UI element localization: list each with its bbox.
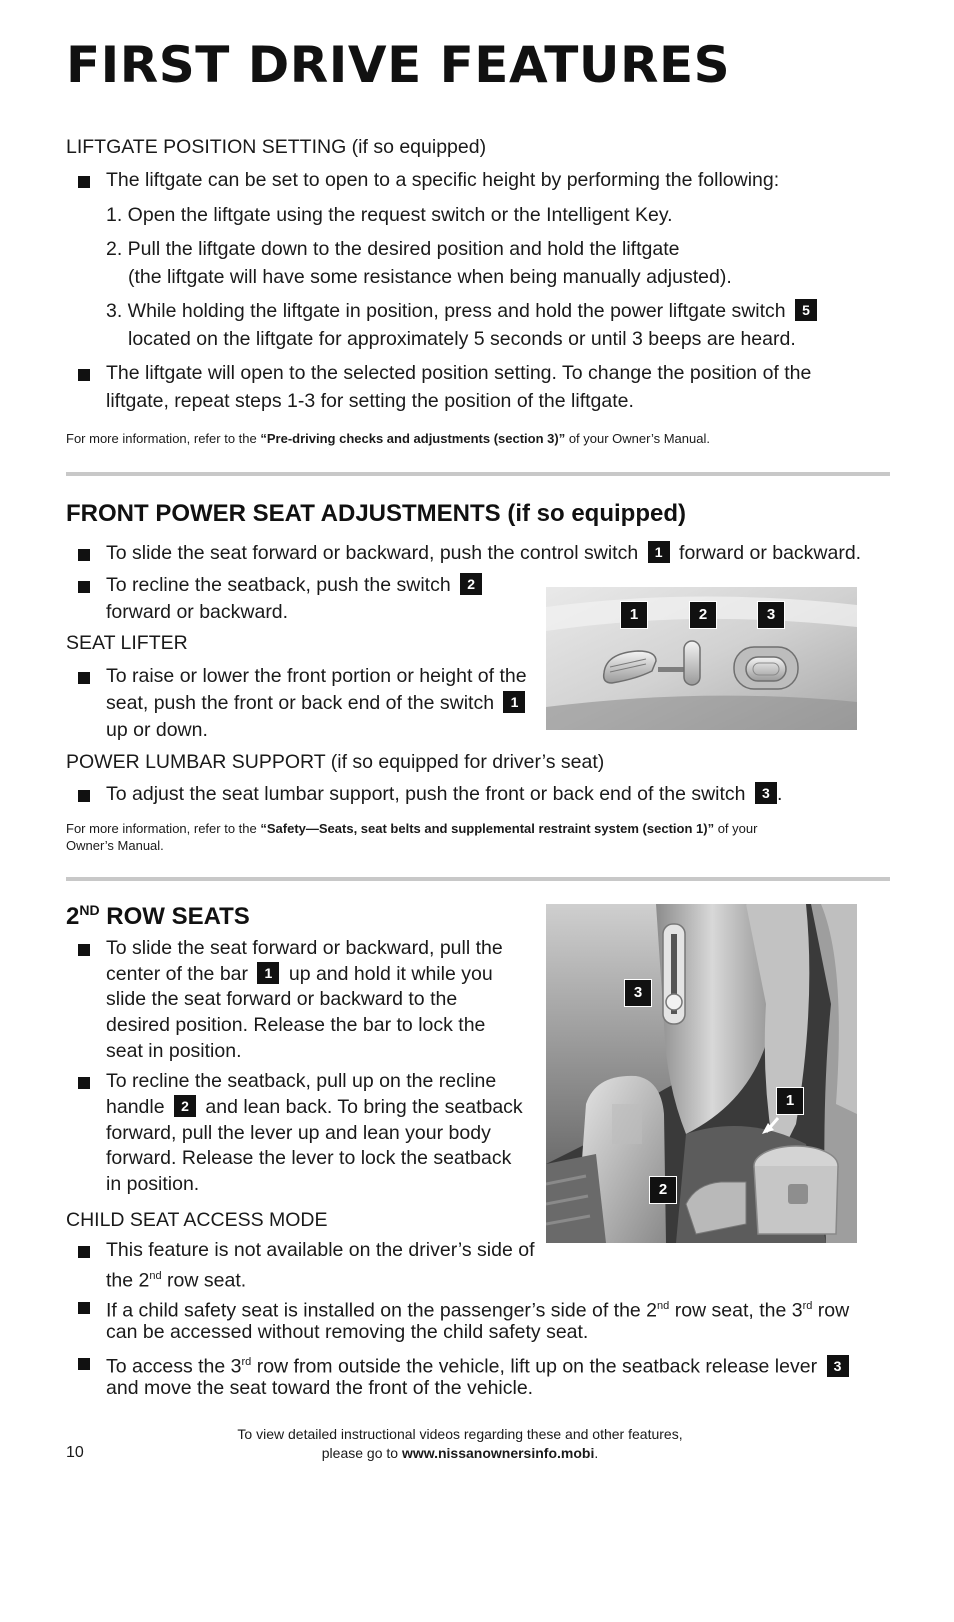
photo-callout-3: 3 — [757, 601, 785, 629]
second-row-bullet-1-l2: center of the bar 1 up and hold it while you — [106, 963, 493, 985]
second-row-bullet-2: To recline the seatback, pull up on the recline — [106, 1070, 497, 1092]
child-seat-bullet-2-l2: can be accessed without removing the child safety seat. — [106, 1321, 589, 1343]
second-row-bullet-1-l4: desired position. Release the bar to lock the — [106, 1014, 486, 1036]
section-divider — [66, 877, 890, 881]
bullet-icon — [78, 549, 90, 561]
page-title: FIRST DRIVE FEATURES — [66, 36, 731, 94]
callout-badge: 1 — [257, 962, 279, 984]
callout-badge: 5 — [795, 299, 817, 321]
second-row-bullet-2-l4: forward. Release the lever to lock the seatback — [106, 1147, 512, 1169]
liftgate-step-3-cont: located on the liftgate for approximately 5 seconds or until 3 beeps are heard. — [128, 328, 796, 350]
footer-link[interactable]: www.nissanownersinfo.mobi — [401, 1445, 595, 1461]
liftgate-bullet-2-cont: liftgate, repeat steps 1-3 for setting the position of the liftgate. — [106, 390, 634, 412]
liftgate-step-2: 2. Pull the liftgate down to the desired position and hold the liftgate — [106, 238, 680, 260]
front-seat-reference-cont: Owner’s Manual. — [66, 838, 164, 853]
callout-badge: 3 — [755, 782, 777, 804]
section-divider — [66, 472, 890, 476]
bullet-icon — [78, 369, 90, 381]
seat-lifter-bullet: To raise or lower the front portion or height of the — [106, 665, 527, 687]
photo-callout-2: 2 — [689, 601, 717, 629]
front-seat-heading: FRONT POWER SEAT ADJUSTMENTS (if so equipped) — [66, 500, 686, 527]
front-seat-bullet-2-cont: forward or backward. — [106, 601, 289, 623]
second-row-bullet-2-l2: handle 2 and lean back. To bring the seatback — [106, 1096, 523, 1118]
second-row-bullet-1-l5: seat in position. — [106, 1040, 242, 1062]
bullet-icon — [78, 1077, 90, 1089]
photo-callout-1: 1 — [776, 1087, 804, 1115]
liftgate-heading: LIFTGATE POSITION SETTING (if so equipped) — [66, 136, 487, 158]
lumbar-bullet: To adjust the seat lumbar support, push the front or back end of the switch 3 . — [106, 783, 783, 805]
liftgate-bullet-2: The liftgate will open to the selected position setting. To change the position of the — [106, 362, 812, 384]
footer-line-2: please go to www.nissanownersinfo.mobi. — [321, 1445, 599, 1461]
liftgate-reference: For more information, refer to the “Pre-driving checks and adjustments (section 3)” of your Owner’s Manual. — [66, 431, 710, 446]
front-seat-reference: For more information, refer to the “Safety—Seats, seat belts and supplemental restraint system (section 1)” of your — [66, 821, 758, 836]
liftgate-step-1: 1. Open the liftgate using the request switch or the Intelligent Key. — [106, 204, 673, 226]
photo-callout-3: 3 — [624, 979, 652, 1007]
second-row-bullet-1: To slide the seat forward or backward, pull the — [106, 937, 503, 959]
callout-badge: 1 — [648, 541, 670, 563]
page-number: 10 — [66, 1444, 84, 1461]
photo-callout-1: 1 — [620, 601, 648, 629]
second-row-seat-illustration — [546, 904, 857, 1243]
bullet-icon — [78, 944, 90, 956]
bullet-icon — [78, 1302, 90, 1314]
front-seat-bullet-2: To recline the seatback, push the switch 2 — [106, 572, 486, 599]
bullet-icon — [78, 790, 90, 802]
seat-switch-photo — [546, 587, 857, 730]
bullet-icon — [78, 176, 90, 188]
seat-lifter-bullet-cont2: up or down. — [106, 719, 208, 741]
photo-callout-2: 2 — [649, 1176, 677, 1204]
bullet-icon — [78, 1246, 90, 1258]
bullet-icon — [78, 672, 90, 684]
child-seat-bullet-3-l2: and move the seat toward the front of the vehicle. — [106, 1377, 534, 1399]
callout-badge: 2 — [174, 1095, 196, 1117]
second-row-seat-photo — [546, 904, 857, 1243]
child-seat-bullet-3: To access the 3rd row from outside the vehicle, lift up on the seatback release lever 3 — [106, 1349, 853, 1381]
callout-badge: 2 — [460, 573, 482, 595]
lumbar-heading: POWER LUMBAR SUPPORT (if so equipped for driver’s seat) — [66, 751, 605, 773]
liftgate-bullet-1: The liftgate can be set to open to a specific height by performing the following: — [106, 169, 780, 191]
liftgate-step-3: 3. While holding the liftgate in position, press and hold the power liftgate switch 5 — [106, 298, 821, 325]
second-row-bullet-2-l5: in position. — [106, 1173, 200, 1195]
child-seat-heading: CHILD SEAT ACCESS MODE — [66, 1209, 328, 1231]
bullet-icon — [78, 1358, 90, 1370]
footer-line-1: To view detailed instructional videos regarding these and other features, — [237, 1426, 683, 1442]
child-seat-bullet-1: This feature is not available on the driver’s side of — [106, 1239, 535, 1261]
child-seat-bullet-1-l2: the 2nd row seat. — [106, 1269, 247, 1292]
seat-lifter-bullet-cont: seat, push the front or back end of the switch 1 — [106, 690, 529, 717]
child-seat-bullet-2: If a child safety seat is installed on the passenger’s side of the 2nd row seat, the 3rd row — [106, 1299, 850, 1322]
bullet-icon — [78, 581, 90, 593]
callout-badge: 1 — [503, 691, 525, 713]
seat-lifter-heading: SEAT LIFTER — [66, 632, 188, 654]
second-row-bullet-1-l3: slide the seat forward or backward to the — [106, 988, 458, 1010]
liftgate-step-2-cont: (the liftgate will have some resistance when being manually adjusted). — [128, 266, 732, 288]
front-seat-bullet-1: To slide the seat forward or backward, push the control switch 1 forward or backward. — [106, 542, 862, 564]
second-row-heading: 2ND ROW SEATS — [66, 902, 250, 930]
second-row-bullet-2-l3: forward, pull the lever up and lean your body — [106, 1122, 491, 1144]
callout-badge: 3 — [827, 1355, 849, 1377]
